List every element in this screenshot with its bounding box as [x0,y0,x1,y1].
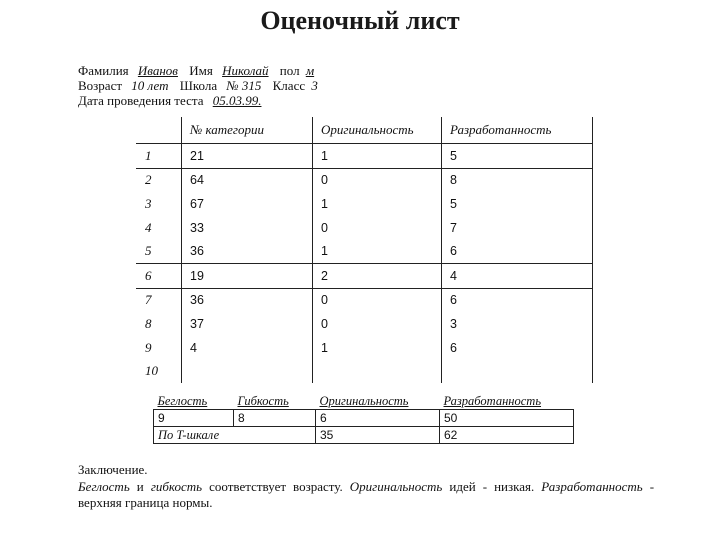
table-row [136,359,593,383]
table-row [136,336,593,360]
row-originality: 1 [313,239,442,263]
header-cell-category: № категории [182,117,313,144]
row-category: 19 [182,263,313,288]
conclusion-heading: Заключение. [78,462,148,477]
summary-row-t-scale [154,427,574,444]
summary-header-fluency: Беглость [154,393,234,410]
age-value: 10 лет [131,78,169,93]
table-row [136,239,593,263]
summary-elaboration-value: 50 [440,410,574,427]
row-elaboration: 8 [442,168,593,192]
conclusion-word-originality: Оригинальность [349,478,443,494]
conclusion-word-elaboration: Разработанность [541,478,643,494]
row-category: 36 [182,288,313,312]
name-label: Имя [189,63,213,78]
row-originality: 1 [313,192,442,216]
row-elaboration: 5 [442,192,593,216]
row-elaboration: 5 [442,144,593,169]
table-row [136,192,593,216]
summary-table [153,393,574,444]
row-originality: 2 [313,263,442,288]
row-elaboration: 6 [442,336,593,360]
table-row [136,312,593,336]
summary-header-flexibility: Гибкость [234,393,316,410]
t-scale-originality: 35 [316,427,440,444]
row-category [182,359,313,383]
summary-header [154,393,574,410]
conclusion-line-3: верхняя граница нормы. [78,495,213,510]
class-value: 3 [311,78,318,93]
row-category: 64 [182,168,313,192]
date-label: Дата проведения теста [78,93,204,108]
surname-value: Иванов [137,63,178,78]
row-elaboration: 6 [442,288,593,312]
row-originality: 0 [313,312,442,336]
row-elaboration [442,359,593,383]
header-line-1 [78,63,322,79]
date-value: 05.03.99. [212,93,262,108]
row-category: 4 [182,336,313,360]
page-title: Оценочный лист [260,6,460,35]
sex-value: м [305,63,315,78]
school-label: Школа [179,78,218,93]
age-label: Возраст [78,78,123,93]
table-row [136,144,593,169]
name-value: Николай [222,63,269,78]
row-elaboration: 7 [442,216,593,240]
conclusion [78,462,654,512]
row-index: 7 [136,288,182,312]
header-cell-index [136,117,182,144]
school-value: № 315 [226,78,262,93]
summary-fluency-value: 9 [154,410,234,427]
summary-header-elaboration: Разработанность [440,393,574,410]
category-table-header [136,117,593,144]
row-index: 5 [145,243,152,259]
category-table [136,117,593,383]
conclusion-dash: - [649,478,655,494]
summary-row-raw [154,410,574,427]
header-cell-originality: Оригинальность [313,117,442,144]
row-category: 67 [182,192,313,216]
conclusion-text-1: соответствует возрасту. [209,478,343,494]
row-index: 9 [145,339,152,355]
class-label: Класс [272,78,306,93]
row-originality: 1 [313,336,442,360]
t-scale-label: По T-шкале [154,427,316,444]
row-index: 6 [136,263,182,288]
row-elaboration: 6 [442,239,593,263]
table-row [136,263,593,288]
summary-flexibility-value: 8 [234,410,316,427]
header-cell-elaboration: Разработанность [442,117,593,144]
surname-label: Фамилия [78,63,129,78]
row-elaboration: 3 [442,312,593,336]
row-category: 21 [182,144,313,169]
row-index: 3 [145,195,152,211]
row-index: 2 [136,168,182,192]
summary-originality-value: 6 [316,410,440,427]
sex-label: пол [279,63,300,78]
row-elaboration: 4 [442,263,593,288]
row-category: 33 [182,216,313,240]
row-originality: 1 [313,144,442,169]
conclusion-text-2: идей - низкая. [449,478,535,494]
conclusion-word-flexibility: гибкость [150,478,203,494]
row-category: 36 [182,239,313,263]
row-originality [313,359,442,383]
header-line-3 [78,93,269,109]
row-index: 4 [145,219,152,235]
row-index: 1 [145,147,152,163]
t-scale-elaboration: 62 [440,427,574,444]
row-index: 10 [145,363,158,379]
row-originality: 0 [313,288,442,312]
header-line-2 [78,78,318,94]
conclusion-word-and: и [136,478,144,494]
row-category: 37 [182,312,313,336]
row-index: 8 [145,315,152,331]
summary-header-originality: Оригинальность [316,393,440,410]
table-row [136,168,593,192]
row-originality: 0 [313,216,442,240]
conclusion-text [78,479,654,496]
conclusion-word-fluency: Беглость [78,478,130,494]
table-row [136,216,593,240]
row-originality: 0 [313,168,442,192]
table-row [136,288,593,312]
